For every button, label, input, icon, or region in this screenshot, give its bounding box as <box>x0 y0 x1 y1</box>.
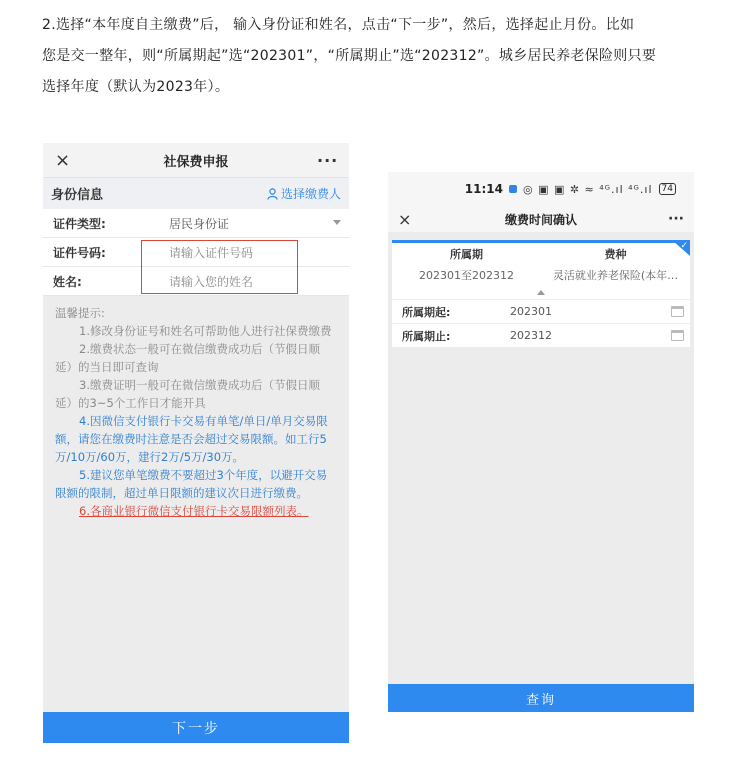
identity-section-header <box>43 177 349 209</box>
battery-icon: 74 <box>659 183 676 195</box>
column-header-type: 费种 <box>604 248 627 261</box>
tips-heading: 温馨提示: <box>55 306 105 320</box>
person-icon <box>267 188 278 200</box>
field-label: 所属期起: <box>402 305 451 319</box>
highlight-box <box>141 240 298 294</box>
more-icon[interactable]: ··· <box>668 211 684 227</box>
name-input[interactable]: 请输入您的姓名 <box>169 274 254 289</box>
period-start-value: 202301 <box>510 305 552 318</box>
selected-period-card[interactable] <box>392 240 690 347</box>
column-header-period: 所属期 <box>450 248 483 261</box>
id-number-input[interactable]: 请输入证件号码 <box>169 245 254 260</box>
notification-icon <box>509 185 517 193</box>
close-icon[interactable]: × <box>55 149 71 171</box>
page-title: 社保费申报 <box>163 154 229 170</box>
choose-payer-link[interactable] <box>267 185 341 202</box>
choose-payer-label: 选择缴费人 <box>280 187 341 201</box>
tip-item: 4.因微信支付银行卡交易有单笔/单日/单月交易限额，请您在缴费时注意是否会超过交易限额。如工行5万/10万/60万，建行2万/5万/30万。 <box>55 414 328 464</box>
period-value: 202301至202312 <box>419 269 514 282</box>
period-end-value: 202312 <box>510 329 552 342</box>
payment-time-confirm-screen <box>388 172 694 712</box>
tip-item: 1.修改身份证号和姓名可帮助他人进行社保费缴费 <box>79 324 332 338</box>
table-row <box>392 265 690 285</box>
field-label: 证件类型: <box>53 216 106 231</box>
status-time: 11:14 <box>464 182 503 196</box>
id-type-value: 居民身份证 <box>169 216 230 231</box>
field-label: 姓名: <box>53 274 82 289</box>
tips-panel <box>43 296 349 528</box>
calendar-icon[interactable] <box>671 306 684 317</box>
period-start-field[interactable] <box>392 299 690 323</box>
fee-type-value: 灵活就业养老保险(本年… <box>552 269 679 282</box>
close-icon[interactable]: × <box>398 209 412 229</box>
check-icon: ✓ <box>680 241 688 251</box>
table-header <box>392 243 690 265</box>
status-bar <box>388 172 694 206</box>
query-button[interactable]: 查询 <box>388 684 694 712</box>
tip-item: 5.建议您单笔缴费不要超过3个年度，以避开交易限额的限制，超过单日限额的建议次日进行缴费。 <box>55 468 328 500</box>
instruction-line-3: 选择年度（默认为2023年）。 <box>42 79 230 95</box>
page-title: 缴费时间确认 <box>504 212 577 227</box>
tip-item: 3.缴费证明一般可在微信缴费成功后（节假日顺延）的3~5个工作日才能开具 <box>55 378 320 410</box>
tip-item: 2.缴费状态一般可在微信缴费成功后（节假日顺延）的当日即可查询 <box>55 342 320 374</box>
more-icon[interactable]: ··· <box>316 150 339 170</box>
top-bar <box>43 143 349 177</box>
section-title: 身份信息 <box>51 188 104 203</box>
field-label: 所属期止: <box>402 329 451 343</box>
collapse-arrow-icon[interactable] <box>392 285 690 299</box>
next-step-button[interactable]: 下一步 <box>43 712 349 743</box>
field-label: 证件号码: <box>53 245 106 260</box>
instruction-line-2: 您是交一整年，则“所属期起”选“202301”，“所属期止”选“202312”。城乡居民养老保险则只要 <box>42 48 657 64</box>
period-end-field[interactable] <box>392 323 690 347</box>
dropdown-arrow-icon <box>333 220 341 225</box>
calendar-icon[interactable] <box>671 330 684 341</box>
social-fee-declare-screen <box>43 143 349 743</box>
id-type-select[interactable] <box>43 209 349 238</box>
signal-icons: ◎ ▣ ▣ ✲ ≈ ⁴ᴳ.ıl ⁴ᴳ.ıl <box>522 182 653 196</box>
top-bar <box>388 206 694 232</box>
instruction-line-1: 2.选择“本年度自主缴费”后， 输入身份证和姓名，点击“下一步”，然后，选择起止月份。比如 <box>42 17 635 33</box>
instruction-text <box>42 10 732 103</box>
bank-limit-link[interactable]: 6.各商业银行微信支付银行卡交易限额列表。 <box>79 504 309 518</box>
